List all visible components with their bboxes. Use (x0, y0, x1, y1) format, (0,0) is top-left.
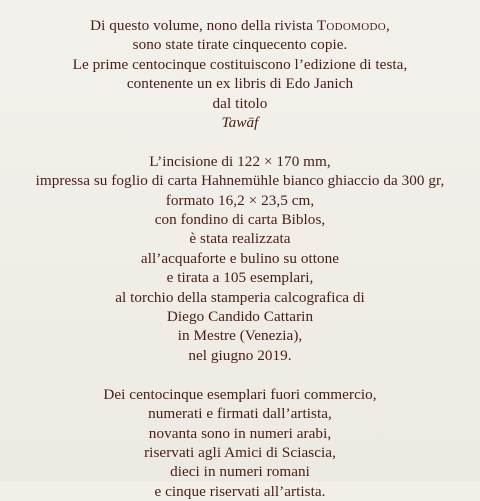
colophon-line: dal titolo (212, 94, 268, 112)
colophon-line: e cinque riservati all’artista. (154, 482, 326, 500)
colophon-line (0, 16, 480, 35)
colophon-line: all’acquaforte e bulino su ottone (140, 249, 340, 267)
colophon-line: al torchio della stamperia calcografica di (115, 288, 365, 306)
colophon-line: contenente un ex libris di Edo Janich (126, 75, 354, 93)
colophon-line: nel giugno 2019. (188, 346, 292, 364)
artwork-title: Tawāf (221, 114, 259, 132)
colophon-line: riservati agli Amici di Sciascia, (144, 443, 336, 461)
colophon-text (0, 16, 480, 501)
colophon-line: novanta sono in numeri arabi, (148, 424, 332, 442)
colophon-line: L’incisione di 122 × 170 mm, (149, 152, 331, 170)
colophon-line: e tirata a 105 esemplari, (166, 269, 314, 287)
colophon-text-segment: , (385, 17, 390, 34)
paragraph-gap (0, 132, 480, 151)
colophon-line: formato 16,2 × 23,5 cm, (165, 191, 315, 209)
colophon-line: impressa su foglio di carta Hahnemühle bianco ghiaccio da 300 gr, (35, 172, 445, 190)
journal-title: Todomodo (316, 17, 386, 34)
colophon-line: numerati e firmati dall’artista, (148, 405, 332, 423)
colophon-line: Dei centocinque esemplari fuori commercio, (103, 385, 377, 403)
colophon-text-segment: Di questo volume, nono della rivista (90, 17, 317, 34)
colophon-line: Le prime centocinque costituiscono l’edizione di testa, (72, 55, 408, 73)
colophon-line: è stata realizzata (189, 230, 291, 248)
colophon-line: con fondino di carta Biblos, (154, 211, 326, 229)
colophon-line: in Mestre (Venezia), (177, 327, 303, 345)
colophon-line: Diego Candido Cattarin (166, 308, 314, 326)
paragraph-gap (0, 365, 480, 384)
colophon-line: sono state tirate cinquecento copie. (132, 36, 348, 54)
colophon-line: dieci in numeri romani (170, 463, 310, 481)
